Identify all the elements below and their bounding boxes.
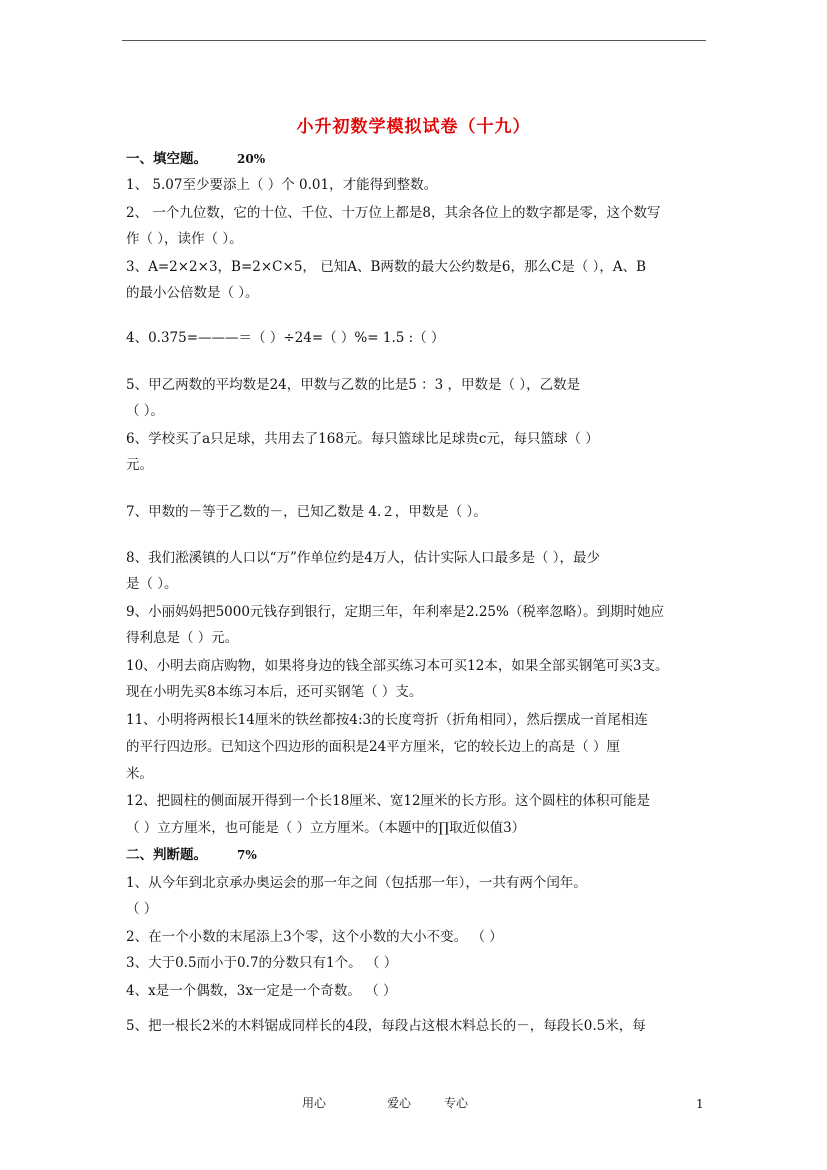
footer-motto-1: 用心 xyxy=(302,1096,327,1110)
section-label: 二、判断题。 xyxy=(126,847,207,863)
question-line: 2、 一个九位数，它的十位、千位、十万位上都是8，其余各位上的数字都是零，这个数写 xyxy=(126,205,661,221)
question-line: （ ）。 xyxy=(126,403,165,419)
judge-line: （ ） xyxy=(126,901,158,917)
section-score: 7% xyxy=(237,848,257,862)
question-line: 元。 xyxy=(126,457,153,473)
question-line: 得利息是（ ）元。 xyxy=(126,630,239,646)
judge-line: 1、从今年到北京承办奥运会的那一年之间（包括那一年），一共有两个闰年。 xyxy=(126,875,587,891)
question-line: （ ）立方厘米，也可能是（ ）立方厘米。（本题中的∏取近似值3） xyxy=(126,820,526,836)
question-line: 5、甲乙两数的平均数是24，甲数与乙数的比是5 ：3 ，甲数是（ ），乙数是 xyxy=(126,377,581,393)
question-line: 11、小明将两根长14厘米的铁丝都按4:3的长度弯折（折角相同），然后摆成一首尾相连 xyxy=(126,712,648,728)
question-line: 3、A=2×2×3，B=2×C×5， 已知A、B两数的最大公约数是6，那么C是（ ），A、B xyxy=(126,259,646,275)
question-line: 7、甲数的－等于乙数的－，已知乙数是 4.２，甲数是（ ）。 xyxy=(126,504,487,520)
question-line: 4、0.375=———＝（ ）÷24=（ ）%= 1.5 :（ ） xyxy=(126,330,445,346)
question-line: 现在小明先买8本练习本后，还可买钢笔（ ）支。 xyxy=(126,684,423,700)
question-line: 8、我们淞溪镇的人口以“万”作单位约是4万人，估计实际人口最多是（ ），最少 xyxy=(126,550,601,566)
question-line: 是（ ）。 xyxy=(126,576,178,592)
page-title: 小升初数学模拟试卷（十九） xyxy=(296,117,531,137)
page-number: 1 xyxy=(696,1097,704,1111)
judge-line: 5、把一根长2米的木料锯成同样长的4段，每段占这根木料总长的－，每段长0.5米，每 xyxy=(126,1018,646,1034)
section-score: 20% xyxy=(237,152,266,166)
question-line: 1、 5.07至少要添上（ ）个 0.01，才能得到整数。 xyxy=(126,177,438,193)
header-rule xyxy=(122,40,706,41)
question-line: 的平行四边形。已知这个四边形的面积是24平方厘米，它的较长边上的高是（ ）厘 xyxy=(126,739,620,755)
question-line: 作（ ），读作（ ）。 xyxy=(126,231,243,247)
question-line: 12、把圆柱的侧面展开得到一个长18厘米、宽12厘米的长方形。这个圆柱的体积可能是 xyxy=(126,793,651,809)
question-line: 9、小丽妈妈把5000元钱存到银行，定期三年，年利率是2.25%（税率忽略）。到期时她应 xyxy=(126,604,665,620)
question-line: 10、小明去商店购物，如果将身边的钱全部买练习本可买12本，如果全部买钢笔可买3支。 xyxy=(126,658,669,674)
question-line: 的最小公倍数是（ ）。 xyxy=(126,285,259,301)
footer-motto-3: 专心 xyxy=(444,1096,469,1110)
section-heading-judgement xyxy=(126,846,710,864)
judge-line: 2、在一个小数的末尾添上3个零，这个小数的大小不变。 （ ） xyxy=(126,929,503,945)
section-label: 一、填空题。 xyxy=(126,151,207,167)
judge-line: 4、x是一个偶数，3x一定是一个奇数。 （ ） xyxy=(126,983,397,999)
judge-line: 3、大于0.5而小于0.7的分数只有1个。 （ ） xyxy=(126,955,398,971)
footer-motto-2: 爱心 xyxy=(387,1096,412,1110)
question-line: 米。 xyxy=(126,766,153,782)
question-line: 6、学校买了a只足球，共用去了168元。每只篮球比足球贵c元，每只篮球（ ） xyxy=(126,431,599,447)
section-heading-fill-blank xyxy=(126,150,710,168)
